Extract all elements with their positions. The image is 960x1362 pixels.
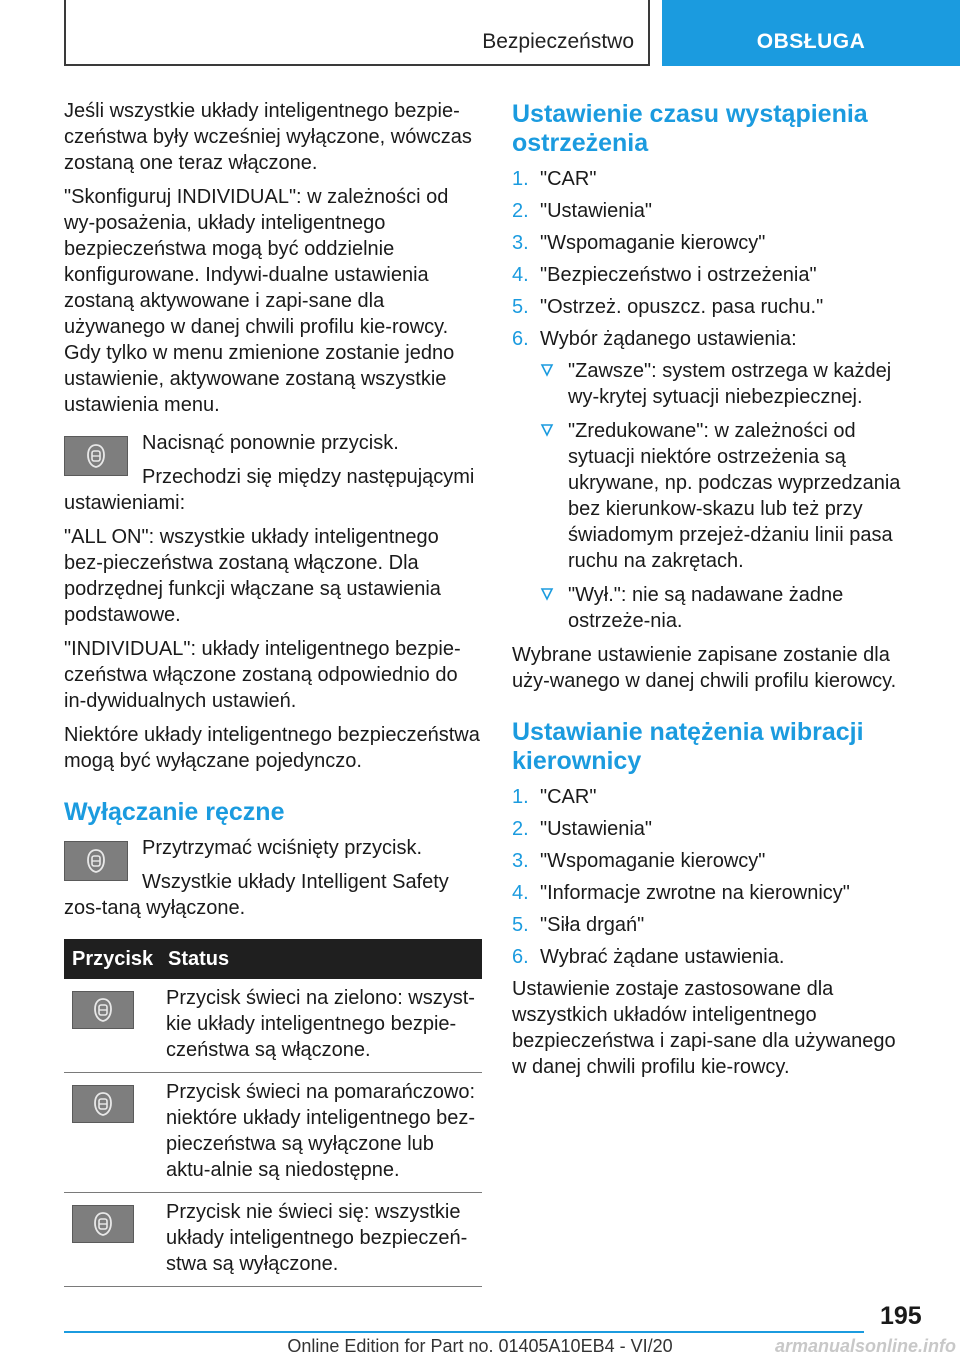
safety-button-icon	[92, 997, 114, 1023]
list-item: 2. "Ustawienia"	[512, 200, 653, 222]
table-row	[64, 1073, 482, 1193]
table-row	[64, 1193, 482, 1287]
status-text: Przycisk świeci na zielono: wszyst-kie układy inteligentnego bezpie-czeństwa są włączone.	[160, 979, 482, 1073]
list-item: 2. "Ustawienia"	[512, 818, 653, 840]
safety-button-icon	[85, 848, 107, 874]
table-header-status: Status	[160, 939, 482, 979]
left-column	[64, 98, 482, 1287]
list-item: "Wył.": nie są nadawane żadne ostrzeże-nia.	[540, 582, 914, 634]
list-item: "Zredukowane": w zależności od sytuacji niektóre ostrzeżenia są ukrywane, np. podczas wyprzedzania bez kierunkow-skazu lub też przy świadomym przejeż-dżaniu linii pasa ruchu na zakrętach.	[540, 418, 914, 574]
triangle-bullet-icon	[540, 587, 554, 601]
footer-edition: Online Edition for Part no. 01405A10EB4 - VI/20	[287, 1336, 673, 1356]
table-header-button: Przycisk	[64, 939, 160, 979]
list-item: 1. "CAR"	[512, 168, 597, 190]
button-off-image	[72, 1205, 134, 1243]
list-item: 4. "Informacje zwrotne na kierownicy"	[512, 882, 850, 904]
list-item: 6. Wybór żądanego ustawienia: "Zawsze": system ostrzega w każdej wy-krytej sytuacji niebezpiecznej. "Zredukowane": w zależności od sytuacji niektóre ostrzeżenia są ukrywane, np. podczas wyprzedzania bez kierunkow-skazu lub też przy świadomym przejeż-dżaniu linii pasa ruchu na zakrętach. "Wył.": nie są nadawane żadne ostrzeże-nia.	[512, 326, 914, 634]
some-off-paragraph: Niektóre układy inteligentnego bezpieczeństwa mogą być wyłączane pojedynczo.	[64, 724, 480, 772]
button-green-image	[72, 991, 134, 1029]
triangle-bullet-icon	[540, 363, 554, 377]
warning-options-list	[540, 358, 914, 634]
header-tab-label: OBSŁUGA	[756, 30, 866, 53]
list-item: 6. Wybrać żądane ustawienia.	[512, 946, 785, 968]
vibration-applied-paragraph: Ustawienie zostaje zastosowane dla wszystkich układów inteligentnego bezpieczeństwa i zapi-sane dla używanego w danej chwili profilu kie-rowcy.	[512, 978, 896, 1078]
press-again-text: Nacisnąć ponownie przycisk.	[142, 432, 399, 454]
right-column	[512, 98, 914, 1088]
all-off-text: Wszystkie układy Intelligent Safety zos-taną wyłączone.	[64, 871, 449, 919]
page-number: 195	[880, 1302, 922, 1330]
safety-button-icon	[92, 1091, 114, 1117]
manual-off-heading: Wyłączanie ręczne	[64, 798, 285, 826]
press-again-block	[64, 430, 482, 516]
header-tab-obsluga[interactable]	[662, 0, 960, 66]
header-section-box	[64, 0, 650, 66]
list-item: 1. "CAR"	[512, 786, 597, 808]
safety-button-image	[64, 436, 128, 476]
hold-text: Przytrzymać wciśnięty przycisk.	[142, 837, 423, 859]
watermark-text: armanualsonline.info	[774, 1336, 956, 1356]
warning-steps-list	[512, 166, 914, 634]
intro-paragraph-2: "Skonfiguruj INDIVIDUAL": w zależności od wy-posażenia, układy inteligentnego bezpieczeństwa mogą być oddzielnie konfigurowane. Indywi-dualne ustawienia zostaną aktywowane i zapi-sane dla używanego w danej chwili profilu kie-rowcy. Gdy tylko w menu zmienione zostanie jedno ustawienie, aktywowane zostaną wszystkie ustawienia menu.	[64, 186, 455, 416]
footer-divider	[64, 1331, 864, 1333]
safety-button-icon	[85, 443, 107, 469]
list-item: 5. "Ostrzeż. opuszcz. pasa ruchu."	[512, 296, 824, 318]
hold-block	[64, 835, 482, 921]
warning-time-heading: Ustawienie czasu wystąpienia ostrzeżenia	[512, 100, 868, 157]
safety-button-image	[64, 841, 128, 881]
all-on-paragraph: "ALL ON": wszystkie układy inteligentnego bez-pieczeństwa zostaną włączone. Dla podrzędnej funkcji włączane są ustawienia podstawowe.	[64, 526, 441, 626]
table-header-row	[64, 939, 482, 979]
vibration-heading: Ustawianie natężenia wibracji kierownicy	[512, 718, 864, 775]
list-item: "Zawsze": system ostrzega w każdej wy-krytej sytuacji niebezpiecznej.	[540, 358, 914, 410]
safety-button-icon	[92, 1211, 114, 1237]
list-item: 4. "Bezpieczeństwo i ostrzeżenia"	[512, 264, 817, 286]
header-section-title: Bezpieczeństwo	[482, 30, 634, 53]
warning-saved-paragraph: Wybrane ustawienie zapisane zostanie dla uży-wanego w danej chwili profilu kierowcy.	[512, 644, 897, 692]
vibration-steps-list	[512, 784, 914, 970]
individual-paragraph: "INDIVIDUAL": układy inteligentnego bezpie-czeństwa włączone zostaną odpowiednio do in-dywidualnych ustawień.	[64, 638, 461, 712]
list-item: 3. "Wspomaganie kierowcy"	[512, 232, 766, 254]
triangle-bullet-icon	[540, 423, 554, 437]
button-status-table	[64, 939, 482, 1287]
intro-paragraph-1: Jeśli wszystkie układy inteligentnego bezpie-czeństwa były wcześniej wyłączone, wówczas zostaną one teraz włączone.	[64, 100, 472, 174]
status-text: Przycisk nie świeci się: wszystkie układy inteligentnego bezpieczeń-stwa są wyłączone.	[160, 1193, 482, 1287]
status-text: Przycisk świeci na pomarańczowo: niektóre układy inteligentnego bez-pieczeństwa są wyłączone lub aktu-alnie są niedostępne.	[160, 1073, 482, 1193]
button-orange-image	[72, 1085, 134, 1123]
list-item: 3. "Wspomaganie kierowcy"	[512, 850, 766, 872]
table-row	[64, 979, 482, 1073]
cycle-text: Przechodzi się między następującymi ustawieniami:	[64, 466, 475, 514]
list-item: 5. "Siła drgań"	[512, 914, 645, 936]
